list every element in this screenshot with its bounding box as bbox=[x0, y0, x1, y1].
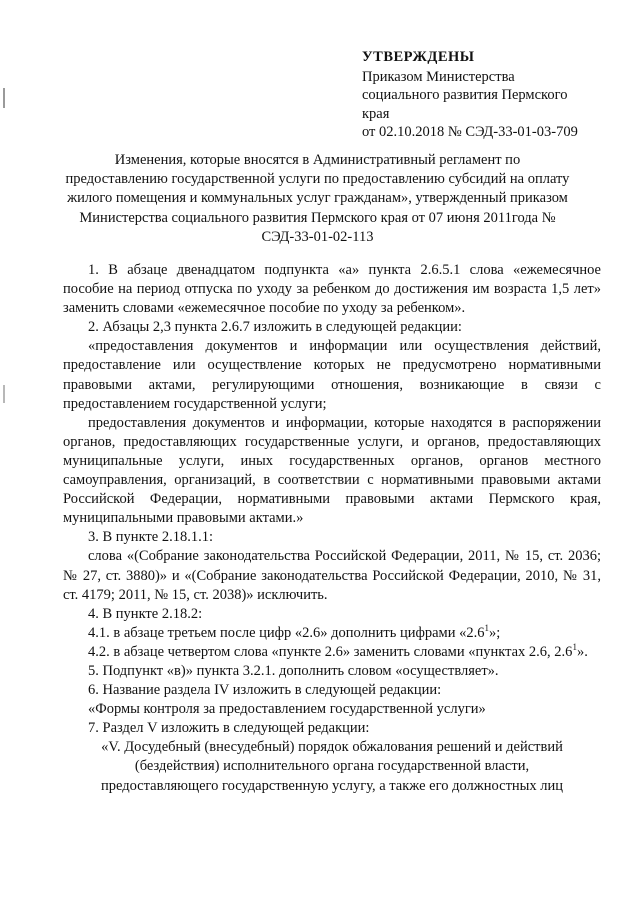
scan-artifact bbox=[3, 88, 5, 108]
approval-title: УТВЕРЖДЕНЫ bbox=[362, 49, 475, 65]
title-line: Изменения, которые вносятся в Административный регламент по bbox=[114, 152, 521, 168]
paragraph-1: 1. В абзаце двенадцатом подпункта «а» пункта 2.6.5.1 слова «ежемесячное пособие на период отпуска по уходу за ребенком до достижения им возраста 1,5 лет» заменить словами «ежемесячное пособие по уходу за ребенком». bbox=[63, 262, 601, 317]
document-title bbox=[60, 151, 575, 247]
section-heading-line: предоставляющего государственную услугу, а также его должностных лиц bbox=[100, 777, 564, 794]
approval-date-number: от 02.10.2018 № СЭД-33-01-03-709 bbox=[362, 124, 578, 140]
section-heading-line: «V. Досудебный (внесудебный) порядок обжалования решений и действий bbox=[101, 739, 563, 756]
approval-line: Приказом Министерства bbox=[362, 68, 515, 85]
paragraph-3: «предоставления документов и информации или осуществления действий, предоставление или осуществление которых не предусмотрено нормативными правовыми актами, регулирующими отношения, возникающие в связи с предоставлением государственной услуги; bbox=[63, 338, 601, 412]
paragraph-7: 4. В пункте 2.18.2: bbox=[88, 605, 203, 622]
paragraph-11: 6. Название раздела IV изложить в следующей редакции: bbox=[88, 682, 442, 699]
scan-artifact bbox=[3, 385, 5, 403]
title-line: Министерства социального развития Пермского края от 07 июня 2011года № bbox=[79, 209, 556, 226]
title-line: жилого помещения и коммунальных услуг гражданам», утвержденный приказом bbox=[67, 190, 568, 207]
approval-line: края bbox=[362, 105, 390, 122]
section-heading-line: (бездействия) исполнительного органа государственной власти, bbox=[134, 758, 530, 775]
document-body bbox=[63, 261, 601, 796]
approval-line: социального развития Пермского bbox=[362, 87, 568, 103]
paragraph-12: «Формы контроля за предоставлением государственной услуги» bbox=[88, 701, 486, 718]
paragraph-2: 2. Абзацы 2,3 пункта 2.6.7 изложить в следующей редакции: bbox=[88, 319, 462, 336]
paragraph-6: слова «(Собрание законодательства Российской Федерации, 2011, № 15, ст. 2036; № 27, ст. 3880)» и «(Собрание законодательства Российской Федерации, 2010, № 31, ст. 4179; 2011, № 15, ст. 2038)» исключить. bbox=[63, 548, 601, 603]
paragraph-10: 5. Подпункт «в)» пункта 3.2.1. дополнить словом «осуществляет». bbox=[88, 662, 499, 679]
paragraph-13: 7. Раздел V изложить в следующей редакции: bbox=[88, 720, 370, 737]
title-line: предоставлению государственной услуги по предоставлению субсидий на оплату bbox=[65, 171, 570, 188]
paragraph-8: 4.1. в абзаце третьем после цифр «2.6» дополнить цифрами «$2.6^1$»; bbox=[88, 622, 501, 641]
paragraph-9: 4.2. в абзаце четвертом слова «пункте 2.6» заменить словами «пунктах 2.6, $2.6^1$». bbox=[88, 642, 588, 660]
approval-stamp bbox=[362, 48, 622, 142]
paragraph-4: предоставления документов и информации, которые находятся в распоряжении органов, предоставляющих государственные услуги, и органов, предоставляющих муниципальные услуги, иных государственных органов, органов местного самоуправления, организаций, в соответствии с нормативными правовыми актами Российской Федерации, нормативными правовыми актами Пермского края, муниципальными правовыми актами.» bbox=[63, 414, 601, 527]
paragraph-5: 3. В пункте 2.18.1.1: bbox=[88, 529, 213, 546]
title-line: СЭД-33-01-02-113 bbox=[261, 228, 374, 245]
